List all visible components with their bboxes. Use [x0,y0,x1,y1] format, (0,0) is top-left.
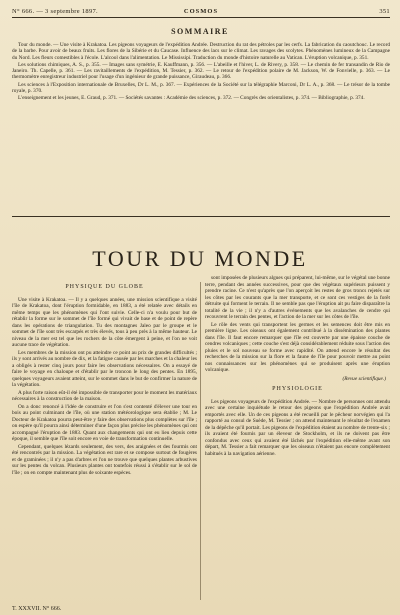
page-footer: T. XXXVII. N° 666. [12,606,62,612]
sommaire-paragraph: Les sciences à l'Exposition internationale de Bruxelles, Dr L. M., p. 367. — Expériences de la Société sur la télégraphie Marconi, Dr L. A., p. 368. — Le trésor de la tombe royale, p. 370. [12,81,390,95]
source-signature: (Revue scientifique.) [342,375,386,382]
article-paragraph: Cependant, quelques lézards seulement, des vers, des araignées et des fourmis ont été rencontrés par la mission. La végétation est rare et se compose surtout de fougères et de graminées ; il n'y a pas d'arbres et l'on ne trouve que quelques plantes arbustives sur les pentes du volcan. Plusieurs plantes ont toutefois réussi à s'établir sur le sol de l'île ; on en compte maintenant plus de soixante espèces. [12,443,197,476]
sommaire-paragraph: Les solutions chimiques, A. S., p. 355. — Images sans symétrie, E. Kauffmann, p. 356. — L'abeille et l'hiver, L. de Rivery, p. 358. — Le chemin de fer transandin de Rio de Janeiro. Th. Capelle, p. 361. — Les ravitaillements de l'expédition, M. Tessier, p. 362. — Le retour de l'expédition polaire de M. Jackson, W. de Fonvielle, p. 363. — Le thermomètre enregistreur industriel pour l'usage d'un ingénieur de grande puissance, Giraudeau, p. 366. [12,61,390,81]
article-paragraph: Les pigeons voyageurs de l'expédition Andrée. — Nombre de personnes ont attendu avec une certaine inquiétude le retour des pigeons que l'expédition Andrée avait emportés avec elle. Un de ces pigeons a été recueilli par le pêcheur norvégien qui l'a rapporté au consul de Suède, M. Tessier ; on attend maintenant le résultat de l'examen de la dépêche qu'il portait. Les pigeons de l'expédition étaient au nombre de trente-six ; ils avaient été fournis par un éleveur de Stockholm, et ils ne doivent pas être confondus avec ceux qui avaient été lâchés par l'expédition elle-même avant son départ, M. Tessier a fait remarquer que les oiseaux n'étaient pas encore complètement habitués à la navigation aérienne. [205,398,390,457]
section-heading: PHYSIOLOGIE [272,386,323,392]
issue-info: N° 666. — 3 septembre 1897. [12,7,98,15]
article-paragraph: Une visite à Krakatoa. — Il y a quelques années, une mission scientifique a visité l'île de Krakatoa, dont l'éruption formidable, en 1883, a été relatée avec détails en même temps que les phénomènes qui l'ont suivie. Celle-ci n'a voulu pour but de rétablir la forme sur le sommet de l'île formé qui vivait de base et de point de repère dans les opérations de triangulation. Tu des montagnes Jaleo par le groupe et le sommet de l'île sont très escarpés et très élevés, tous à peu près à la même hauteur. Le niveau de la mer est tel que les rochers de la côte émergent à peine, et l'on ne voit aucune trace de végétation. [12,296,197,348]
section-heading: PHYSIQUE DU GLOBE [65,284,144,290]
section-rule [12,216,390,217]
main-title: TOUR DU MONDE [92,246,308,271]
journal-title: COSMOS [183,7,219,15]
sommaire-heading: SOMMAIRE [171,27,229,36]
running-head [12,6,390,16]
page-number: 351 [379,7,390,15]
article-paragraph: sont imposées de plusieurs algues qui préparent, lui-même, sur le végétal une bonne terre, pendant des années successives, pour que des végétaux supérieurs puissent y prendre racine. Ce n'est qu'après que l'on aperçoit les restes de gros troncs rejetés sur les côtes par les courants que la mer transporte, et ce sont ces vestiges de la forêt détruite qui forment le terrain. Il ne semble pas que l'éruption ait pu faire disparaître la totalité de la vie ; il n'y a d'autres événements que les avalanches de cendre qui recouvrent le terrain des pentes, et l'action de la mer sur les côtes de l'île. [205,275,390,320]
sommaire-body [12,42,390,197]
article-paragraph: On a donc renoncé à l'idée de construire et l'on s'est contenté d'élever une tour en bois au point culminant de l'île, où une station météorologique sera établie ; M. Le Docteur de Krakatoa pourra peut-être y faire des observations plus complètes sur l'île ; on espère qu'il pourra ainsi déterminer d'une façon plus précise les phénomènes qui ont accompagné l'éruption de 1883. Quant aux changements qui ont eu lieu depuis cette époque, il semble que l'île soit encore en voie de transformation continuelle. [12,403,197,442]
column-divider [200,282,201,600]
sommaire-paragraph: L'enseignement et les jeunes, E. Graud, p. 371. — Sociétés savantes : Académie des sciences, p. 372. — Congrès des orientalistes, p. 374. — Bibliographie, p. 374. [18,95,365,102]
article-paragraph: Le rôle des vents qui transportent les germes et les semences doit être mis en première ligne. Les oiseaux ont également contribué à la dissémination des plantes dans l'île. Il faut encore remarquer que l'île est couverte par une épaisse couche de cendres volcaniques ; cette couche s'est déjà considérablement réduite sous l'action des pluies et le sol nouveau se forme avec rapidité. On attend encore le résultat des recherches de la mission sur la flore et la faune de l'île pour pouvoir mettre au point nos connaissances sur les phénomènes qui se produisent après une éruption volcanique. [205,321,390,373]
article-paragraph: A plus forte raison eût-il été impossible de transporter pour le moment les matériaux nécessaires à la construction de la maison. [12,389,197,402]
sommaire-paragraph: Tour du monde. — Une visite à Krakatoa. Les pigeons voyageurs de l'expédition Andrée. Destruction du rat des pétroles par les cerfs. La fabrication du caoutchouc. Le record de la barbe. Pour avoir de beaux fruits. Les flores de la Sibérie et du Caucase. Influence des lacs sur le climat. Les ravages des scolytes. Phénomènes lumineux de la Campagne du Nord. Les fleurs comestibles à l'école. L'alcool dans l'alimentation. Le Mississipi. Traduction du monde d'histoire naturelle au Vatican. L'éruption volcanique, p. 351. [12,42,390,61]
article-paragraph: Les membres de la mission ont pu atteindre ce point au prix de grandes difficultés ; ils y sont arrivés au nombre de dix, et la fatigue causée par les marches et la chaleur les a obligés à rester cinq jours pour faire les observations nécessaires. On a essayé de faire le voyage en chaloupe et d'établir par le troncon le long des pentes. En 1895, quelques voyageurs avaient atteint, sur le sommet dans le but de confirmer la nature de la végétation. [12,349,197,388]
column-left [12,282,197,600]
header-rule [12,17,390,18]
column-right [205,275,390,600]
